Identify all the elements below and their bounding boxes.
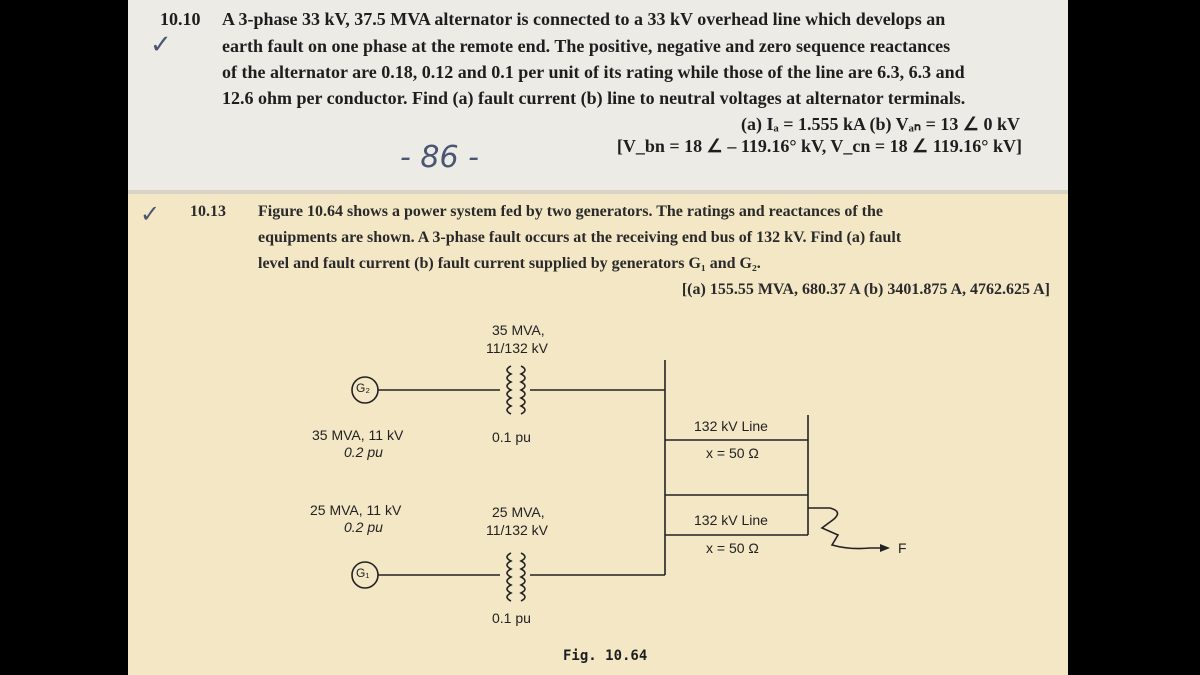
t1-rating-line-2: 11/132 kV [486,522,549,538]
line-2-label: 132 kV Line [694,512,768,528]
t2-reactance: 0.1 pu [492,429,531,445]
problem-10-13-line-3: level and fault current (b) fault current supplied by generators G₁ and G₂. [258,255,761,272]
t1-reactance: 0.1 pu [492,610,531,626]
g1-symbol-label: G₁ [356,566,370,580]
problem-10-13-answer: [(a) 155.55 MVA, 680.37 A (b) 3401.875 A, 4762.625 A] [681,281,1050,298]
handwritten-page-number: - 86 - [400,140,479,175]
line-1-reactance: x = 50 Ω [706,445,759,461]
g1-rating-line-1: 25 MVA, 11 kV [310,502,402,518]
checkmark-icon: ✓ [140,200,161,228]
problem-10-10-number: 10.10 [160,9,201,29]
figure-caption: Fig. 10.64 [563,648,648,664]
t2-rating-line-2: 11/132 kV [486,340,549,356]
problem-10-10-line-1: A 3-phase 33 kV, 37.5 MVA alternator is connected to a 33 kV overhead line which develops an [222,9,946,29]
g2-symbol-label: G₂ [356,381,370,395]
problem-10-10-answer-b: [V_bn = 18 ∠ – 119.16° kV, V_cn = 18 ∠ 119.16° kV] [616,136,1022,156]
problem-10-13-line-2: equipments are shown. A 3-phase fault occurs at the receiving end bus of 132 kV. Find (a) fault [258,229,902,246]
fault-label: F [898,540,907,556]
t2-rating-line-1: 35 MVA, [492,322,545,338]
problem-10-13-line-1: Figure 10.64 shows a power system fed by two generators. The ratings and reactances of the [258,203,883,220]
g2-rating-line-2: 0.2 pu [344,444,383,460]
line-1-label: 132 kV Line [694,418,768,434]
problem-10-10-line-4: 12.6 ohm per conductor. Find (a) fault current (b) line to neutral voltages at alternator terminals. [222,88,966,108]
problem-10-10-answer-a: (a) Iₐ = 1.555 kA (b) Vₐₙ = 13 ∠ 0 kV [740,114,1020,134]
g1-rating-line-2: 0.2 pu [344,519,383,535]
fault-arrow-icon [880,544,890,552]
problem-10-10-line-3: of the alternator are 0.18, 0.12 and 0.1 per unit of its rating while those of the line are 6.3, 6.3 and [222,62,965,82]
line-2-reactance: x = 50 Ω [706,540,759,556]
checkmark-icon: ✓ [150,30,172,60]
t1-rating-line-1: 25 MVA, [492,504,545,520]
problem-10-10-line-2: earth fault on one phase at the remote end. The positive, negative and zero sequence reactances [222,36,951,56]
g2-rating-line-1: 35 MVA, 11 kV [312,427,404,443]
problem-10-13-number: 10.13 [190,203,226,220]
